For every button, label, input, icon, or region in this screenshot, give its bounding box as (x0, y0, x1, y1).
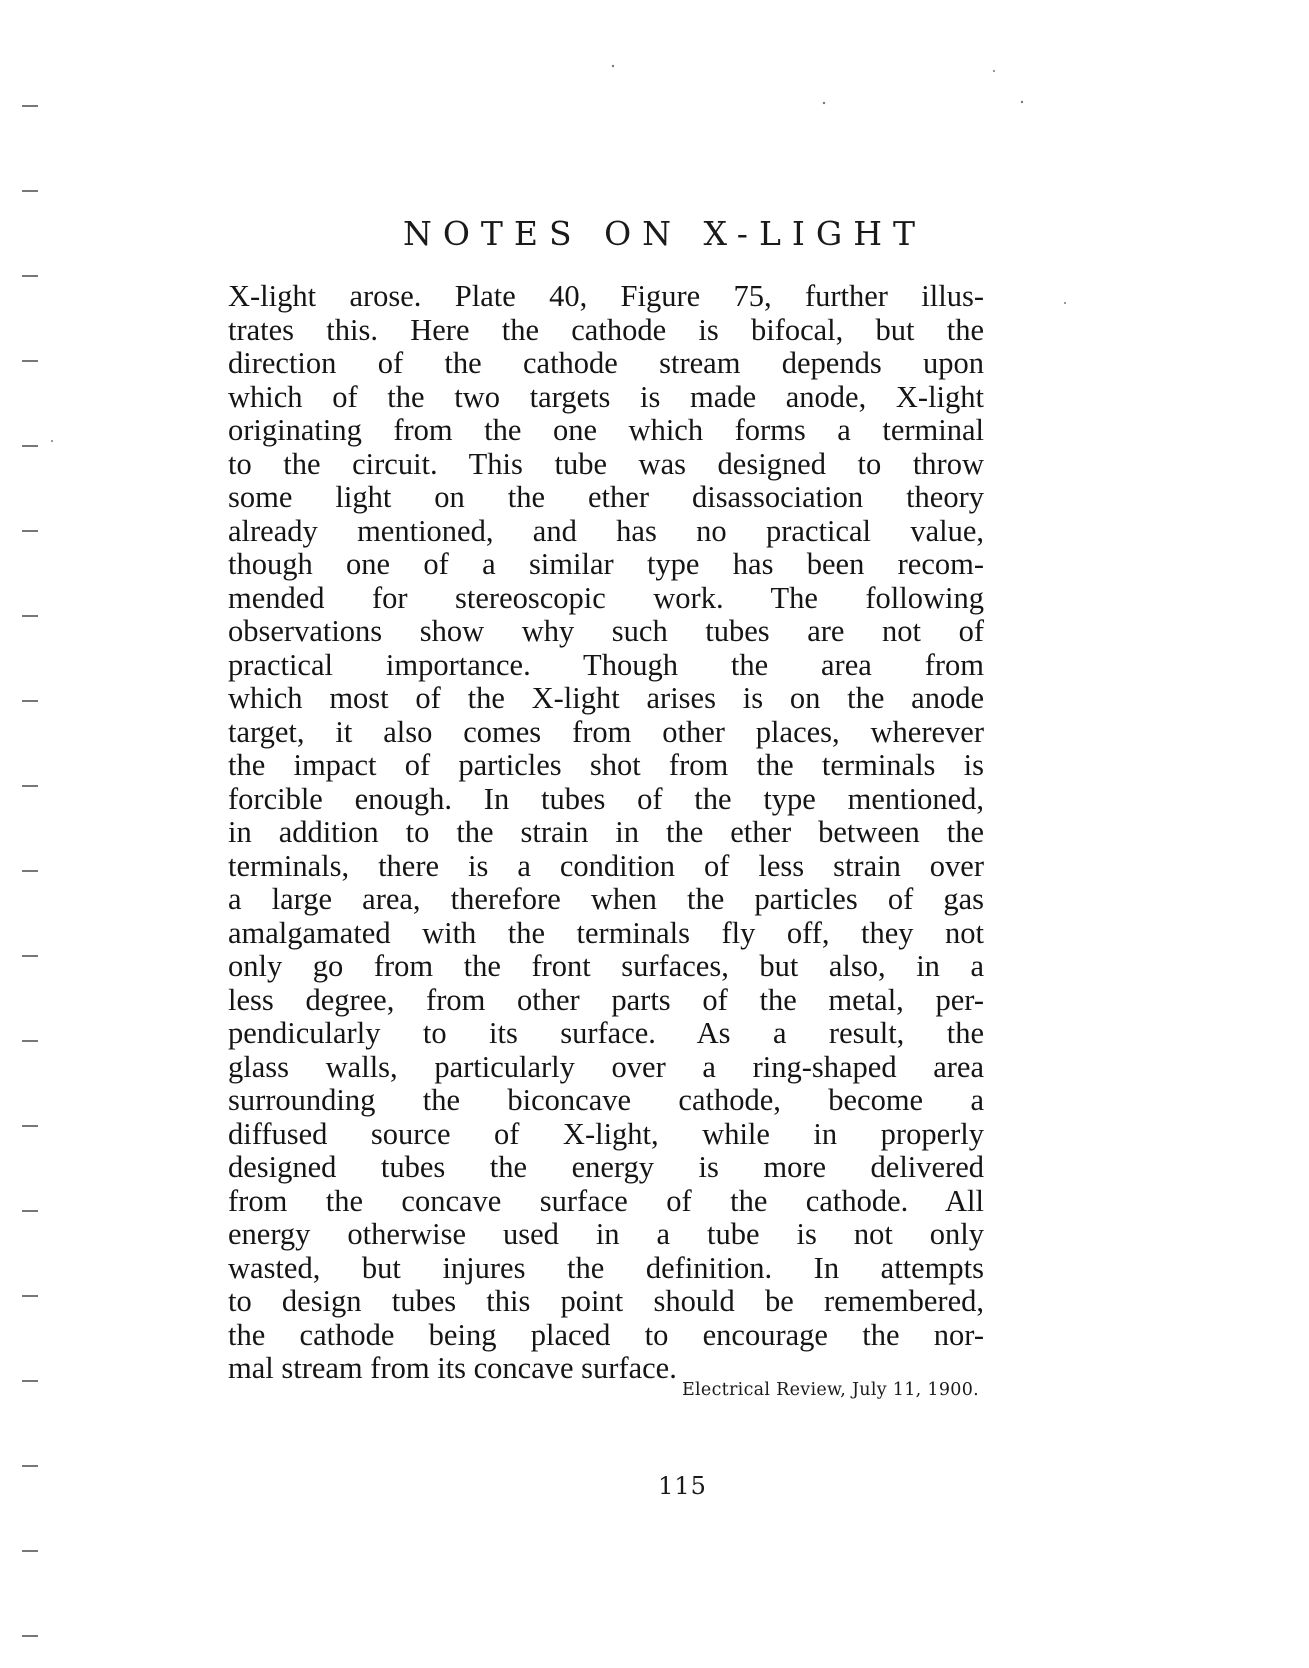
text-line: less degree, from other parts of the metal, per- (228, 982, 984, 1017)
running-header: NOTES ON X-LIGHT (402, 214, 927, 253)
text-line: the cathode being placed to encourage the nor- (228, 1317, 984, 1352)
text-line: the impact of particles shot from the terminals is (228, 748, 984, 782)
text-line: direction of the cathode stream depends upon (228, 346, 984, 380)
text-line: which of the two targets is made anode, X-light (228, 379, 984, 414)
text-line: only go from the front surfaces, but also, in a (228, 949, 984, 983)
text-line: diffused source of X-light, while in properly (228, 1116, 984, 1151)
text-line: which most of the X-light arises is on the anode (228, 681, 984, 715)
text-line: energy otherwise used in a tube is not only (228, 1217, 984, 1251)
text-line: in addition to the strain in the ether between the (228, 815, 984, 849)
body-paragraph (228, 280, 984, 1386)
text-line: target, it also comes from other places, wherever (228, 714, 984, 749)
source-citation: Electrical Review, July 11, 1900. (681, 1380, 979, 1400)
text-line: already mentioned, and has no practical value, (228, 513, 984, 548)
text-line: some light on the ether disassociation theory (228, 480, 984, 514)
text-line: practical importance. Though the area from (228, 647, 984, 682)
text-line: from the concave surface of the cathode. All (228, 1183, 984, 1218)
text-line: forcible enough. In tubes of the type mentioned, (228, 781, 984, 816)
text-line: X-light arose. Plate 40, Figure 75, further illus- (228, 279, 984, 313)
text-line: glass walls, particularly over a ring-shaped area (228, 1049, 984, 1084)
text-line: originating from the one which forms a terminal (228, 413, 984, 447)
text-line: mal stream from its concave surface. (228, 1351, 677, 1385)
text-line: trates this. Here the cathode is bifocal, but the (228, 312, 984, 347)
text-line: terminals, there is a condition of less strain over (228, 848, 984, 883)
text-line: to design tubes this point should be remembered, (228, 1284, 984, 1318)
text-line: amalgamated with the terminals fly off, they not (228, 915, 984, 950)
text-line: a large area, therefore when the particles of gas (228, 882, 984, 916)
text-line: surrounding the biconcave cathode, become a (228, 1083, 984, 1117)
page-number: 115 (658, 1472, 707, 1500)
text-line: pendicularly to its surface. As a result, the (228, 1016, 984, 1050)
text-line: mended for stereoscopic work. The following (228, 580, 984, 615)
text-line: to the circuit. This tube was designed to throw (228, 446, 984, 481)
text-line: though one of a similar type has been recom- (228, 547, 984, 581)
text-line: wasted, but injures the definition. In attempts (228, 1250, 984, 1285)
text-line: designed tubes the energy is more delivered (228, 1150, 984, 1184)
text-line: observations show why such tubes are not of (228, 614, 984, 648)
